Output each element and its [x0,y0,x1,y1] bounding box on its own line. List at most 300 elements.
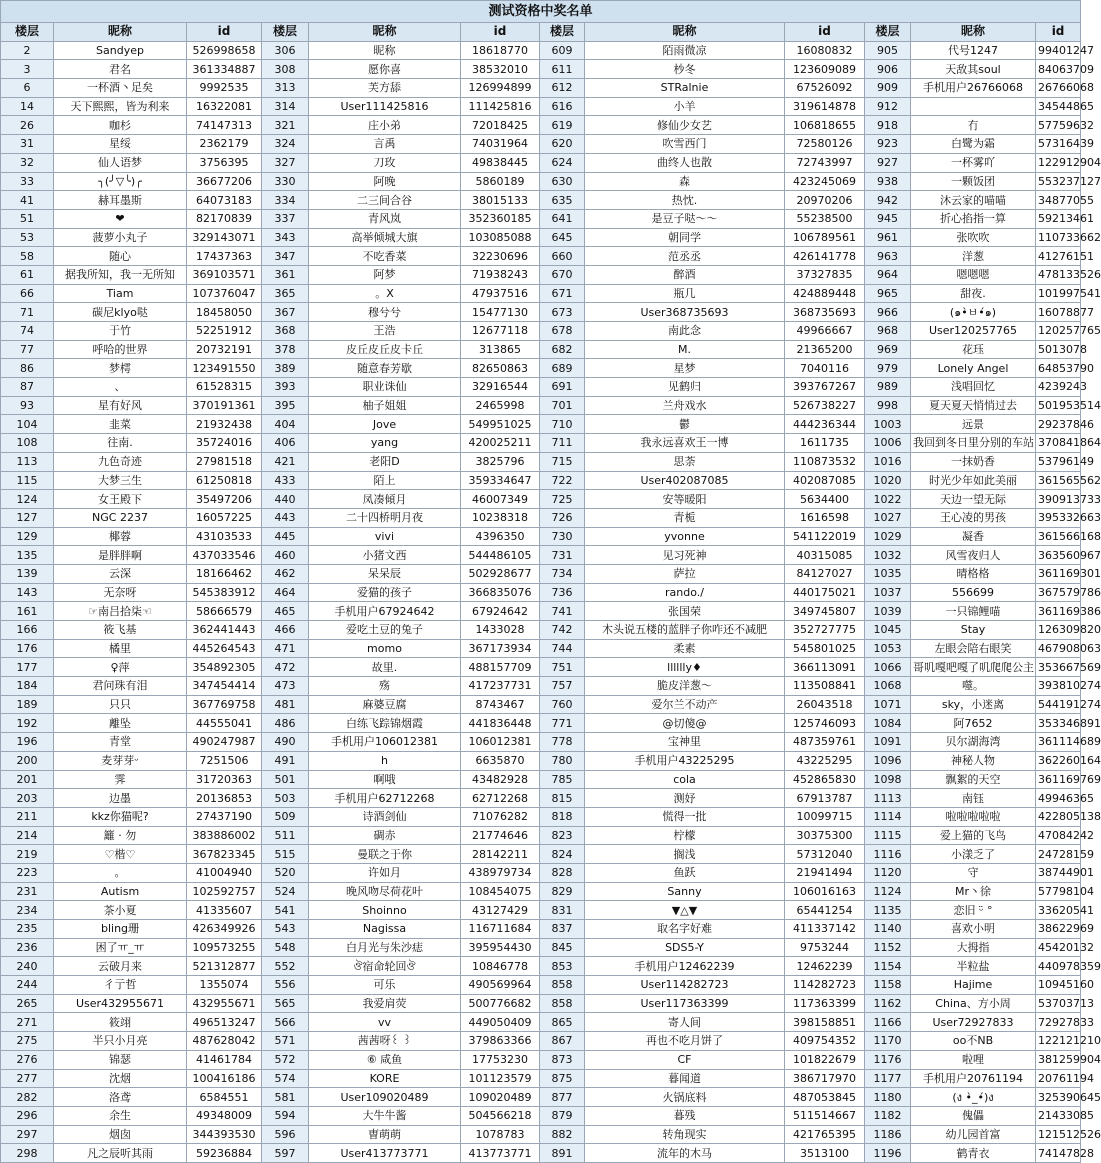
id-cell: 381259904 [1036,1050,1081,1069]
header-floor-4: 楼层 [865,23,911,42]
id-cell: 1616598 [785,508,865,527]
id-cell: 366835076 [461,583,540,602]
table-row [1,322,1081,341]
floor-cell: 298 [1,1144,54,1163]
floor-cell: 53 [1,228,54,247]
floor-cell: 297 [1,1125,54,1144]
floor-cell: 236 [1,938,54,957]
floor-cell: 393 [262,378,309,397]
nickname-cell: 彳亍哲 [54,976,187,995]
table-row [1,957,1081,976]
nickname-cell: 大牛牛酱 [309,1106,461,1125]
nickname-cell: 瓶几 [585,284,785,303]
id-cell: 32230696 [461,247,540,266]
floor-cell: 240 [1,957,54,976]
floor-cell: 780 [540,751,585,770]
nickname-cell: 鹤青衣 [911,1144,1036,1163]
id-cell: 110873532 [785,452,865,471]
nickname-cell: 一抹奶香 [911,452,1036,471]
id-cell: 544191274 [1036,695,1081,714]
id-cell: 67913787 [785,789,865,808]
id-cell: 424889448 [785,284,865,303]
floor-cell: 594 [262,1106,309,1125]
id-cell: 444236344 [785,415,865,434]
nickname-cell: 手机用户67924642 [309,602,461,621]
nickname-cell: ♡楷♡ [54,845,187,864]
floor-cell: 275 [1,1032,54,1051]
nickname-cell: 手机用户43225295 [585,751,785,770]
nickname-cell: 沈烟 [54,1069,187,1088]
id-cell: 43127429 [461,901,540,920]
floor-cell: 556 [262,976,309,995]
floor-cell: 736 [540,583,585,602]
nickname-cell: 曺萌萌 [309,1125,461,1144]
floor-cell: 565 [262,994,309,1013]
floor-cell: 231 [1,882,54,901]
id-cell: 46007349 [461,490,540,509]
nickname-cell: 萨拉 [585,564,785,583]
nickname-cell: 柚子姐姐 [309,396,461,415]
floor-cell: 26 [1,116,54,135]
id-cell: 363560967 [1036,546,1081,565]
floor-cell: 308 [262,60,309,79]
floor-cell: 875 [540,1069,585,1088]
id-cell: 362441443 [187,621,262,640]
table-row [1,639,1081,658]
id-cell: 467908063 [1036,639,1081,658]
floor-cell: 715 [540,452,585,471]
id-cell: 10846778 [461,957,540,976]
id-cell: 41335607 [187,901,262,920]
floor-cell: 837 [540,920,585,939]
nickname-cell: User368735693 [585,303,785,322]
floor-cell: 1091 [865,733,911,752]
nickname-cell: 再也不吃月饼了 [585,1032,785,1051]
table-row [1,695,1081,714]
table-row [1,209,1081,228]
nickname-cell: 殇 [309,677,461,696]
table-row [1,265,1081,284]
id-cell: 26766068 [1036,79,1081,98]
floor-cell: 829 [540,882,585,901]
id-cell: 347454414 [187,677,262,696]
id-cell: 113508841 [785,677,865,696]
nickname-cell: 鬱 [585,415,785,434]
nickname-cell: 兰舟戏水 [585,396,785,415]
nickname-cell: lllllly♦ [585,658,785,677]
id-cell: 18458050 [187,303,262,322]
floor-cell: 139 [1,564,54,583]
nickname-cell: Lonely Angel [911,359,1036,378]
floor-cell: 501 [262,770,309,789]
floor-cell: 778 [540,733,585,752]
floor-cell: 645 [540,228,585,247]
nickname-cell: ♀萍 [54,658,187,677]
id-cell: 126309820 [1036,621,1081,640]
floor-cell: 611 [540,60,585,79]
id-cell: 47084242 [1036,826,1081,845]
nickname-cell: 手机用户20761194 [911,1069,1036,1088]
id-cell: 106818655 [785,116,865,135]
floor-cell: 129 [1,527,54,546]
nickname-cell: 只只 [54,695,187,714]
id-cell: 361566168 [1036,527,1081,546]
floor-cell: 473 [262,677,309,696]
floor-cell: 219 [1,845,54,864]
nickname-cell: 森 [585,172,785,191]
nickname-cell: 筱飞基 [54,621,187,640]
table-row [1,770,1081,789]
table-row [1,1013,1081,1032]
nickname-cell: 于竹 [54,322,187,341]
id-cell: 21365200 [785,340,865,359]
floor-cell: 14 [1,97,54,116]
table-row [1,583,1081,602]
floor-cell: 785 [540,770,585,789]
id-cell: 544486105 [461,546,540,565]
floor-cell: 541 [262,901,309,920]
nickname-cell: 呼哈的世界 [54,340,187,359]
nickname-cell: 随意春芳歇 [309,359,461,378]
floor-cell: 815 [540,789,585,808]
table-row [1,471,1081,490]
id-cell: 59213461 [1036,209,1081,228]
floor-cell: 71 [1,303,54,322]
nickname-cell: 冇 [911,116,1036,135]
header-floor-2: 楼层 [262,23,309,42]
table-row [1,994,1081,1013]
nickname-cell: 梦樗 [54,359,187,378]
id-cell: 106012381 [461,733,540,752]
id-cell: 72927833 [1036,1013,1081,1032]
nickname-cell: cola [585,770,785,789]
id-cell: 21774646 [461,826,540,845]
nickname-cell: 陌上 [309,471,461,490]
nickname-cell: 浅唱回忆 [911,378,1036,397]
floor-cell: 731 [540,546,585,565]
nickname-cell: 爱猫的孩子 [309,583,461,602]
id-cell: 5860189 [461,172,540,191]
floor-cell: 968 [865,322,911,341]
floor-cell: 548 [262,938,309,957]
id-cell: 111425816 [461,97,540,116]
floor-cell: 1035 [865,564,911,583]
id-cell: 20761194 [1036,1069,1081,1088]
floor-cell: 503 [262,789,309,808]
floor-cell: 93 [1,396,54,415]
nickname-cell: Shoinno [309,901,461,920]
floor-cell: 701 [540,396,585,415]
id-cell: 393767267 [785,378,865,397]
nickname-cell: 暮残 [585,1106,785,1125]
id-cell: 369103571 [187,265,262,284]
floor-cell: 552 [262,957,309,976]
id-cell: 370841864 [1036,434,1081,453]
id-cell: 72018425 [461,116,540,135]
nickname-cell: 代号1247 [911,41,1036,60]
header-id-1: id [187,23,262,42]
floor-cell: 572 [262,1050,309,1069]
nickname-cell: 椰蓉 [54,527,187,546]
nickname-cell: 天边一望无际 [911,490,1036,509]
id-cell: 8743467 [461,695,540,714]
nickname-cell: Sanny [585,882,785,901]
id-cell: 541122019 [785,527,865,546]
nickname-cell: 木头说五楼的蓝胖子你咋还不减肥 [585,621,785,640]
floor-cell: 1020 [865,471,911,490]
floor-cell: 74 [1,322,54,341]
floor-cell: 612 [540,79,585,98]
table-row [1,415,1081,434]
table-row [1,116,1081,135]
nickname-cell: 风雪夜归人 [911,546,1036,565]
nickname-cell: kkz你猫呢? [54,807,187,826]
table-row [1,97,1081,116]
floor-cell: 395 [262,396,309,415]
nickname-cell: User413773771 [309,1144,461,1163]
id-cell: 72743997 [785,153,865,172]
floor-cell: 845 [540,938,585,957]
floor-cell: 858 [540,976,585,995]
id-cell: 417237731 [461,677,540,696]
id-cell: 367579786 [1036,583,1081,602]
id-cell: 35724016 [187,434,262,453]
id-cell: 38744901 [1036,863,1081,882]
nickname-cell: 爱尔兰不动产 [585,695,785,714]
id-cell: 64073183 [187,191,262,210]
floor-cell: 515 [262,845,309,864]
nickname-cell: 往南. [54,434,187,453]
header-floor-3: 楼层 [540,23,585,42]
id-cell: 344393530 [187,1125,262,1144]
nickname-cell: 韭菜 [54,415,187,434]
table-row [1,340,1081,359]
floor-cell: 905 [865,41,911,60]
id-cell: 549951025 [461,415,540,434]
nickname-cell: sky，小迷离 [911,695,1036,714]
nickname-cell: 朝同学 [585,228,785,247]
nickname-cell: ▼△▼ [585,901,785,920]
id-cell: 329143071 [187,228,262,247]
nickname-cell: 橘里 [54,639,187,658]
id-cell: 74147828 [1036,1144,1081,1163]
id-cell: 10099715 [785,807,865,826]
nickname-cell: STRalnie [585,79,785,98]
id-cell: 361114689 [1036,733,1081,752]
nickname-cell: 我回到冬日里分别的车站 [911,434,1036,453]
id-cell: 386717970 [785,1069,865,1088]
id-cell: 411337142 [785,920,865,939]
id-cell: 10945160 [1036,976,1081,995]
table-row [1,452,1081,471]
floor-cell: 1114 [865,807,911,826]
floor-cell: 464 [262,583,309,602]
table-row [1,751,1081,770]
nickname-cell: 青栀 [585,508,785,527]
id-cell: 395954430 [461,938,540,957]
id-cell: 45420132 [1036,938,1081,957]
floor-cell: 1135 [865,901,911,920]
id-cell: 35497206 [187,490,262,509]
id-cell: 390913733 [1036,490,1081,509]
id-cell: 5634400 [785,490,865,509]
nickname-cell: 沐云家的喵喵 [911,191,1036,210]
nickname-cell: 556699 [911,583,1036,602]
table-row [1,284,1081,303]
nickname-cell: 我永远喜欢王一博 [585,434,785,453]
nickname-cell: User111425816 [309,97,461,116]
floor-cell: 620 [540,135,585,154]
id-cell: 488157709 [461,658,540,677]
nickname-cell: 南钰 [911,789,1036,808]
id-cell: 34544865 [1036,97,1081,116]
floor-cell: 909 [865,79,911,98]
nickname-cell: 呆呆辰 [309,564,461,583]
id-cell: 370191361 [187,396,262,415]
nickname-cell: 无奈呀 [54,583,187,602]
id-cell: 122121210 [1036,1032,1081,1051]
nickname-cell: 二十四桥明月夜 [309,508,461,527]
floor-cell: 192 [1,714,54,733]
id-cell: 353346891 [1036,714,1081,733]
nickname-cell: bling珊 [54,920,187,939]
nickname-cell: 青堂 [54,733,187,752]
id-cell: 437033546 [187,546,262,565]
id-cell: 74031964 [461,135,540,154]
nickname-cell: 醉酒 [585,265,785,284]
floor-cell: 1124 [865,882,911,901]
id-cell: 38622969 [1036,920,1081,939]
floor-cell: 771 [540,714,585,733]
nickname-cell: 见鹤归 [585,378,785,397]
floor-cell: 234 [1,901,54,920]
table-row [1,1144,1081,1163]
nickname-cell: 范丞丞 [585,247,785,266]
id-cell: 18166462 [187,564,262,583]
floor-cell: 51 [1,209,54,228]
nickname-cell: 半粒盐 [911,957,1036,976]
floor-cell: 368 [262,322,309,341]
floor-cell: 462 [262,564,309,583]
id-cell: 379863366 [461,1032,540,1051]
floor-cell: 265 [1,994,54,1013]
floor-cell: 177 [1,658,54,677]
nickname-cell: 芙方舔 [309,79,461,98]
floor-cell: 321 [262,116,309,135]
id-cell: 49348009 [187,1106,262,1125]
id-cell: 110733662 [1036,228,1081,247]
floor-cell: 624 [540,153,585,172]
floor-cell: 1016 [865,452,911,471]
id-cell: 57798104 [1036,882,1081,901]
nickname-cell: @切傻@ [585,714,785,733]
id-cell: 6635870 [461,751,540,770]
floor-cell: 189 [1,695,54,714]
floor-cell: 823 [540,826,585,845]
floor-cell: 33 [1,172,54,191]
floor-cell: 365 [262,284,309,303]
nickname-cell: 修仙少女艺 [585,116,785,135]
floor-cell: 760 [540,695,585,714]
id-cell: 501953514 [1036,396,1081,415]
id-cell: 103085088 [461,228,540,247]
id-cell: 353667569 [1036,658,1081,677]
id-cell: 123491550 [187,359,262,378]
nickname-cell [911,97,1036,116]
nickname-cell: 刀玫 [309,153,461,172]
nickname-cell: (ง •̀_•́)ง [911,1088,1036,1107]
floor-cell: 108 [1,434,54,453]
floor-cell: 597 [262,1144,309,1163]
floor-cell: 1154 [865,957,911,976]
floor-cell: 3 [1,60,54,79]
id-cell: 490247987 [187,733,262,752]
floor-cell: 828 [540,863,585,882]
floor-cell: 127 [1,508,54,527]
floor-cell: 1053 [865,639,911,658]
id-cell: 41461784 [187,1050,262,1069]
nickname-cell: 碳尼klyo哒 [54,303,187,322]
floor-cell: 443 [262,508,309,527]
floor-cell: 143 [1,583,54,602]
id-cell: 82170839 [187,209,262,228]
id-cell: 438979734 [461,863,540,882]
floor-cell: 271 [1,1013,54,1032]
id-cell: 20970206 [785,191,865,210]
id-cell: 367173934 [461,639,540,658]
header-nickname-1: 昵称 [54,23,187,42]
nickname-cell: User109020489 [309,1088,461,1107]
floor-cell: 509 [262,807,309,826]
nickname-cell: 许如月 [309,863,461,882]
table-row [1,658,1081,677]
column-header-row [1,23,1081,42]
id-cell: 17753230 [461,1050,540,1069]
floor-cell: 1032 [865,546,911,565]
floor-cell: 520 [262,863,309,882]
id-cell: 487053845 [785,1088,865,1107]
nickname-cell: 小羊 [585,97,785,116]
nickname-cell: 麻婆豆腐 [309,695,461,714]
floor-cell: 486 [262,714,309,733]
id-cell: 41004940 [187,863,262,882]
floor-cell: 460 [262,546,309,565]
nickname-cell: 籬 · 勿 [54,826,187,845]
nickname-cell: 飘絮的天空 [911,770,1036,789]
nickname-cell: 高举倾城大旗 [309,228,461,247]
table-row [1,490,1081,509]
id-cell: 1355074 [187,976,262,995]
id-cell: 20732191 [187,340,262,359]
id-cell: 441836448 [461,714,540,733]
nickname-cell: 離坠 [54,714,187,733]
nickname-cell: 言禹 [309,135,461,154]
floor-cell: 1113 [865,789,911,808]
id-cell: 55238500 [785,209,865,228]
floor-cell: 923 [865,135,911,154]
floor-cell: 1096 [865,751,911,770]
id-cell: 422805138 [1036,807,1081,826]
nickname-cell: 故里. [309,658,461,677]
nickname-cell: 天下熙熙，皆为利来 [54,97,187,116]
floor-cell: 964 [865,265,911,284]
floor-cell: 87 [1,378,54,397]
nickname-cell: 青风岚 [309,209,461,228]
id-cell: 31720363 [187,770,262,789]
id-cell: 27981518 [187,452,262,471]
nickname-cell: h [309,751,461,770]
id-cell: 352727775 [785,621,865,640]
